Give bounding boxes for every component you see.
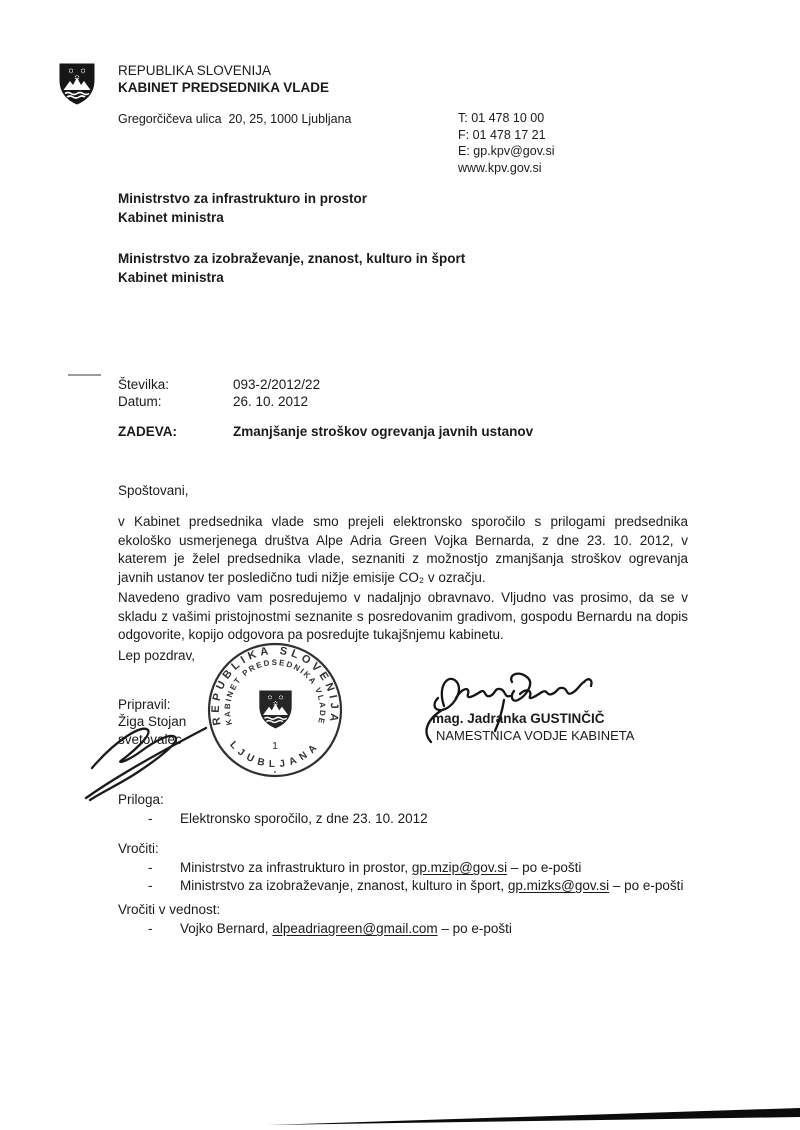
- deliver-to-label: Vročiti:: [118, 841, 159, 856]
- signer-name: mag. Jadranka GUSTINČIČ: [432, 711, 605, 726]
- recipient-block: [118, 190, 367, 227]
- recipient-ministry: Ministrstvo za izobraževanje, znanost, kulturo in šport: [118, 251, 466, 266]
- reference-number-row: [118, 376, 618, 393]
- list-dash: -: [148, 878, 153, 893]
- entry-suffix: – po e-pošti: [437, 921, 512, 936]
- fold-mark: [68, 374, 101, 376]
- email-link: gp.mzip@gov.si: [411, 860, 508, 875]
- reference-number-value: 093-2/2012/22: [233, 377, 321, 392]
- entry-suffix: – po e-pošti: [507, 860, 582, 875]
- recipient-office: Kabinet ministra: [118, 209, 224, 225]
- official-round-stamp: [207, 642, 343, 778]
- date-value: 26. 10. 2012: [233, 394, 309, 409]
- closing-phrase: Lep pozdrav,: [118, 648, 196, 663]
- entry-suffix: – po e-pošti: [609, 878, 684, 893]
- deliver-to-entry: [180, 877, 683, 895]
- contact-phone: T: 01 478 10 00: [458, 111, 545, 125]
- stamp-coat-of-arms: [259, 691, 291, 729]
- slovenia-coat-of-arms-logo: [56, 61, 98, 107]
- prepared-by-label: Pripravil:: [118, 697, 171, 712]
- letterhead-org-block: [118, 62, 329, 96]
- list-dash: -: [148, 811, 153, 826]
- recipient-block: [118, 250, 465, 287]
- contact-website: www.kpv.gov.si: [458, 160, 542, 175]
- contact-email: E: gp.kpv@gov.si: [458, 144, 555, 158]
- list-item: [118, 920, 738, 938]
- attachment-text: Elektronsko sporočilo, z dne 23. 10. 2012: [180, 811, 428, 826]
- letterhead-contacts: [458, 110, 555, 176]
- stamp-outer-text: REPUBLIKA SLOVENIJA: [209, 644, 341, 727]
- deliver-to-block: [118, 840, 738, 895]
- date-row: [118, 393, 618, 410]
- stamp-number: 1: [272, 740, 278, 752]
- signer-block: [432, 711, 634, 744]
- list-item: [118, 859, 738, 877]
- contact-fax: F: 01 478 17 21: [458, 127, 546, 142]
- reference-number-label: Številka:: [118, 377, 170, 392]
- attachments-block: [118, 791, 698, 828]
- body-paragraph-1: v Kabinet predsednika vlade smo prejeli elektronsko sporočilo s prilogami predsednika ekološko usmerjenega društva Alpe Adria Green Vojka Bernarda, z dne 23. 10. 2012, v katerem je želel predsednika vlade, seznaniti z možnostjo zmanjšanja stroškov ogrevanja javnih ustanov ter posledično tudi nižje emisije CO₂ v ozračju.: [118, 514, 688, 586]
- list-item: [118, 877, 738, 895]
- entry-text: Ministrstvo za izobraževanje, znanost, kulturo in šport,: [180, 878, 508, 893]
- subject-value: Zmanjšanje stroškov ogrevanja javnih ustanov: [233, 424, 534, 439]
- stamp-inner-text: KABINET PREDSEDNIKA VLADE: [222, 658, 328, 727]
- letterhead-address: Gregorčičeva ulica 20, 25, 1000 Ljubljana: [118, 112, 352, 126]
- recipient-ministry: Ministrstvo za infrastrukturo in prostor: [118, 191, 368, 206]
- cc-block: [118, 901, 738, 938]
- subject-label: ZADEVA:: [118, 424, 177, 439]
- deliver-to-entry: [180, 859, 581, 877]
- salutation: Spoštovani,: [118, 483, 189, 498]
- entry-text: Vojko Bernard,: [180, 921, 273, 936]
- list-dash: -: [148, 860, 153, 875]
- prepared-by-name: Žiga Stojan: [118, 714, 187, 730]
- scan-artifact-line: [268, 1104, 800, 1130]
- entry-text: Ministrstvo za infrastrukturo in prostor,: [180, 860, 412, 875]
- letterhead-country: REPUBLIKA SLOVENIJA: [118, 63, 272, 78]
- stamp-city-text: LJUBLJANA: [227, 739, 323, 771]
- prepared-by-title: svetovalec: [118, 731, 182, 747]
- email-link: gp.mizks@gov.si: [507, 878, 610, 893]
- email-link: alpeadriagreen@gmail.com: [272, 921, 438, 936]
- meta-block: [118, 376, 618, 410]
- list-dash: -: [148, 921, 153, 936]
- cc-label: Vročiti v vednost:: [118, 902, 221, 917]
- cc-entry: [180, 920, 512, 938]
- date-label: Datum:: [118, 394, 162, 409]
- subject-row: [118, 423, 678, 440]
- recipient-office: Kabinet ministra: [118, 269, 224, 285]
- letterhead-office: KABINET PREDSEDNIKA VLADE: [118, 80, 330, 95]
- list-item: [118, 810, 698, 828]
- signer-title: NAMESTNICA VODJE KABINETA: [436, 727, 635, 743]
- body-paragraph-2: Navedeno gradivo vam posredujemo v nadaljnjo obravnavo. Vljudno vas prosimo, da se v skladu z vašimi pristojnostmi seznanite s posredovanim gradivom, gospodu Bernardu na dopis odgovorite, kopijo odgovora pa posredujte tukajšnjemu kabinetu.: [118, 590, 688, 643]
- attachments-label: Priloga:: [118, 792, 164, 807]
